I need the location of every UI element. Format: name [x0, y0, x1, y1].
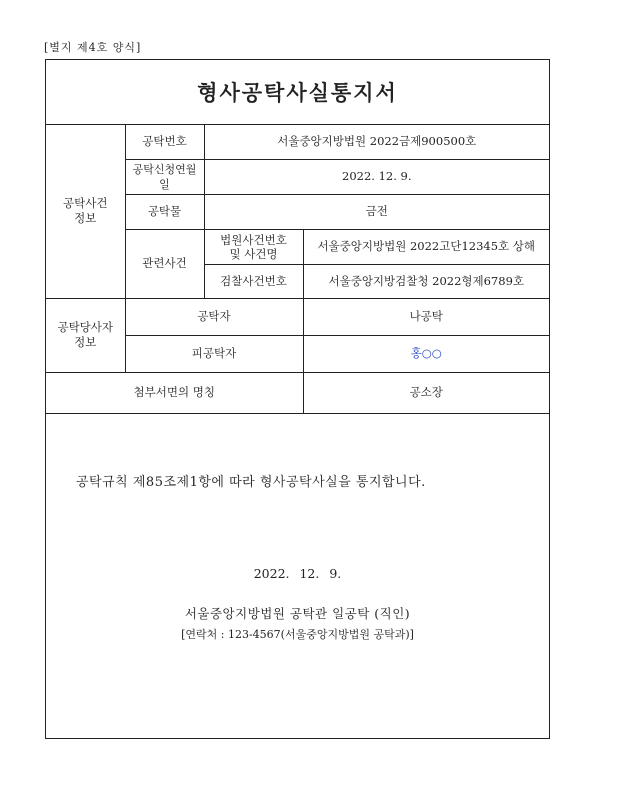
depositee-label: 피공탁자 — [125, 335, 303, 372]
deposit-object-value: 금전 — [204, 194, 549, 229]
notice-statement: 공탁규칙 제85조제1항에 따라 형사공탁사실을 통지합니다. — [76, 475, 426, 490]
form-number-label: [별지 제4호 양식] — [44, 41, 142, 54]
depositor-label: 공탁자 — [125, 298, 303, 335]
deposit-number-label: 공탁번호 — [125, 125, 204, 159]
prosecution-case-value: 서울중앙지방검찰청 2022형제6789호 — [303, 264, 549, 298]
court-case-value: 서울중앙지방법원 2022고단12345호 상해 — [303, 229, 549, 264]
contact-line: [연락처 : 123-4567(서울중앙지방법원 공탁과)] — [181, 628, 414, 641]
deposit-date-label: 공탁신청연월일 — [125, 159, 204, 194]
signer-line: 서울중앙지방법원 공탁관 일공탁 (직인) — [184, 606, 411, 621]
attachment-label: 첨부서면의 명칭 — [46, 372, 303, 413]
prosecution-case-label: 검찰사건번호 — [204, 264, 303, 298]
attachment-value: 공소장 — [303, 372, 549, 413]
deposit-object-label: 공탁물 — [125, 194, 204, 229]
court-case-label: 법원사건번호 및 사건명 — [204, 229, 303, 264]
issue-date: 2022. 12. 9. — [253, 566, 342, 581]
deposit-number-value: 서울중앙지방법원 2022금제900500호 — [204, 125, 549, 159]
document-title: 형사공탁사실통지서 — [46, 60, 549, 125]
party-info-section-label: 공탁당사자 정보 — [46, 298, 125, 372]
info-table — [46, 125, 549, 414]
notice-document — [45, 59, 550, 739]
depositor-value: 나공탁 — [303, 298, 549, 335]
related-case-label: 관련사건 — [125, 229, 204, 298]
deposit-date-value: 2022. 12. 9. — [204, 159, 549, 194]
depositee-value: 홍○○ — [303, 335, 549, 372]
case-info-section-label: 공탁사건 정보 — [46, 125, 125, 298]
